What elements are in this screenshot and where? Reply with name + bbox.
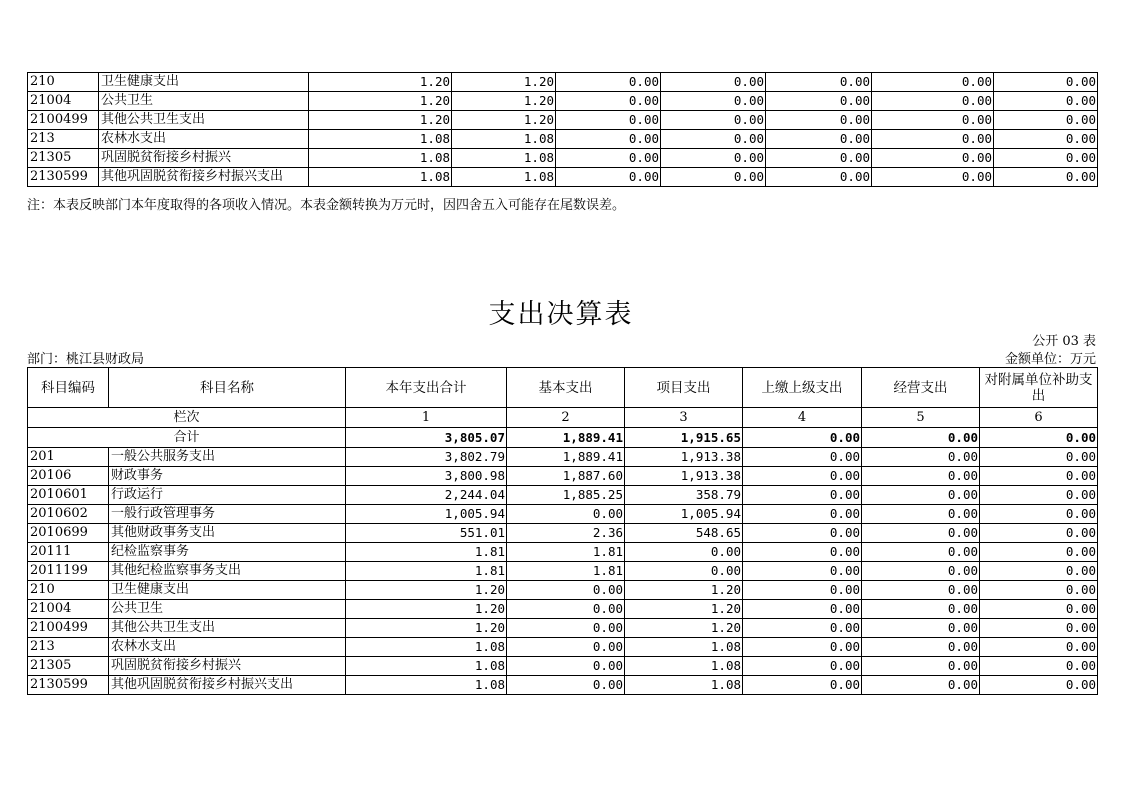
- amount-cell: 0.00: [661, 92, 766, 111]
- header-cell: 本年支出合计: [346, 368, 507, 408]
- header-cell: 经营支出: [862, 368, 980, 408]
- amount-cell: 1.20: [346, 581, 507, 600]
- subject-code: 210: [28, 73, 99, 92]
- page-title: 支出决算表: [488, 299, 634, 330]
- amount-cell: 1.20: [452, 92, 556, 111]
- amount-cell: 3,800.98: [346, 467, 507, 486]
- amount-cell: 1.08: [346, 676, 507, 695]
- amount-cell: 1.81: [507, 562, 625, 581]
- amount-cell: 1.20: [309, 92, 452, 111]
- subject-name: 其他财政事务支出: [109, 524, 346, 543]
- header-cell: 科目名称: [109, 368, 346, 408]
- header-cell: 对附属单位补助支出: [980, 368, 1098, 408]
- amount-cell: 358.79: [625, 486, 743, 505]
- subject-code: 213: [28, 130, 99, 149]
- table-row: [28, 149, 1098, 168]
- subject-code: 2010601: [28, 486, 109, 505]
- amount-cell: 1.08: [346, 657, 507, 676]
- subject-code: 2011199: [28, 562, 109, 581]
- subject-name: 农林水支出: [99, 130, 309, 149]
- amount-cell: 1.20: [309, 73, 452, 92]
- subject-code: 21004: [28, 92, 99, 111]
- amount-cell: 1.81: [346, 562, 507, 581]
- amount-cell: 0.00: [507, 505, 625, 524]
- column-number-label: 栏次: [28, 408, 346, 428]
- subject-name: 财政事务: [109, 467, 346, 486]
- subject-code: 20106: [28, 467, 109, 486]
- subject-code: 21305: [28, 657, 109, 676]
- amount-cell: 0.00: [507, 638, 625, 657]
- header-row: [28, 368, 1098, 408]
- amount-cell: 1.08: [346, 638, 507, 657]
- amount-cell: 1,005.94: [625, 505, 743, 524]
- amount-cell: 0.00: [507, 657, 625, 676]
- amount-cell: 0.00: [862, 676, 980, 695]
- amount-cell: 0.00: [862, 505, 980, 524]
- amount-cell: 0.00: [980, 676, 1098, 695]
- column-number: 1: [346, 408, 507, 428]
- total-value: 1,915.65: [625, 428, 743, 448]
- table-row: [28, 168, 1098, 187]
- column-number-row: [28, 408, 1098, 428]
- amount-cell: 0.00: [743, 600, 862, 619]
- amount-cell: 0.00: [625, 543, 743, 562]
- amount-cell: 1.20: [346, 619, 507, 638]
- total-label: 合计: [28, 428, 346, 448]
- subject-name: 一般公共服务支出: [109, 448, 346, 467]
- amount-cell: 0.00: [994, 111, 1098, 130]
- table-row: [28, 92, 1098, 111]
- subject-name: 行政运行: [109, 486, 346, 505]
- amount-cell: 0.00: [980, 638, 1098, 657]
- subject-name: 纪检监察事务: [109, 543, 346, 562]
- department-label: 部门：桃江县财政局: [27, 352, 145, 367]
- amount-cell: 1.20: [346, 600, 507, 619]
- subject-name: 农林水支出: [109, 638, 346, 657]
- amount-cell: 1.08: [452, 168, 556, 187]
- table-row: [28, 581, 1098, 600]
- amount-cell: 0.00: [766, 73, 872, 92]
- amount-cell: 0.00: [556, 73, 661, 92]
- subject-code: 2010699: [28, 524, 109, 543]
- amount-cell: 0.00: [994, 92, 1098, 111]
- amount-cell: 0.00: [625, 562, 743, 581]
- amount-cell: 0.00: [743, 657, 862, 676]
- subject-code: 213: [28, 638, 109, 657]
- amount-cell: 2,244.04: [346, 486, 507, 505]
- amount-cell: 0.00: [872, 168, 994, 187]
- amount-cell: 2.36: [507, 524, 625, 543]
- amount-cell: 0.00: [661, 111, 766, 130]
- amount-cell: 1.81: [346, 543, 507, 562]
- amount-cell: 0.00: [766, 149, 872, 168]
- amount-cell: 0.00: [980, 600, 1098, 619]
- amount-cell: 0.00: [743, 448, 862, 467]
- table-row: [28, 657, 1098, 676]
- subject-code: 210: [28, 581, 109, 600]
- amount-cell: 0.00: [743, 562, 862, 581]
- amount-cell: 0.00: [743, 505, 862, 524]
- amount-cell: 0.00: [862, 638, 980, 657]
- amount-cell: 0.00: [743, 486, 862, 505]
- total-value: 0.00: [862, 428, 980, 448]
- amount-cell: 1.20: [625, 600, 743, 619]
- table-row: [28, 543, 1098, 562]
- amount-cell: 0.00: [862, 467, 980, 486]
- subject-name: 其他巩固脱贫衔接乡村振兴支出: [99, 168, 309, 187]
- amount-cell: 0.00: [980, 486, 1098, 505]
- amount-cell: 1.20: [625, 619, 743, 638]
- amount-cell: 551.01: [346, 524, 507, 543]
- subject-code: 21004: [28, 600, 109, 619]
- header-cell: 上缴上级支出: [743, 368, 862, 408]
- amount-cell: 0.00: [994, 168, 1098, 187]
- amount-cell: 0.00: [507, 581, 625, 600]
- column-number: 5: [862, 408, 980, 428]
- total-value: 0.00: [743, 428, 862, 448]
- amount-cell: 0.00: [872, 92, 994, 111]
- amount-cell: 0.00: [980, 524, 1098, 543]
- amount-cell: 0.00: [980, 448, 1098, 467]
- amount-cell: 0.00: [743, 467, 862, 486]
- amount-cell: 1.08: [625, 638, 743, 657]
- amount-cell: 0.00: [980, 562, 1098, 581]
- amount-cell: 1,889.41: [507, 448, 625, 467]
- amount-cell: 0.00: [980, 543, 1098, 562]
- amount-cell: 1,913.38: [625, 467, 743, 486]
- amount-cell: 3,802.79: [346, 448, 507, 467]
- amount-cell: 0.00: [743, 524, 862, 543]
- amount-cell: 0.00: [507, 619, 625, 638]
- amount-cell: 0.00: [862, 581, 980, 600]
- subject-code: 20111: [28, 543, 109, 562]
- amount-cell: 0.00: [862, 486, 980, 505]
- amount-cell: 0.00: [862, 657, 980, 676]
- column-number: 2: [507, 408, 625, 428]
- subject-name: 其他公共卫生支出: [99, 111, 309, 130]
- amount-cell: 0.00: [862, 448, 980, 467]
- amount-cell: 0.00: [994, 73, 1098, 92]
- amount-cell: 0.00: [507, 600, 625, 619]
- amount-cell: 1,887.60: [507, 467, 625, 486]
- subject-code: 2010602: [28, 505, 109, 524]
- form-number: 公开 03 表: [1032, 334, 1096, 349]
- amount-cell: 0.00: [980, 467, 1098, 486]
- subject-code: 2130599: [28, 676, 109, 695]
- amount-cell: 0.00: [872, 73, 994, 92]
- table-row: [28, 562, 1098, 581]
- total-value: 0.00: [980, 428, 1098, 448]
- subject-name: 一般行政管理事务: [109, 505, 346, 524]
- header-cell: 科目编码: [28, 368, 109, 408]
- income-table-continuation: [27, 72, 1098, 187]
- amount-cell: 0.00: [661, 130, 766, 149]
- amount-cell: 1.08: [452, 130, 556, 149]
- subject-name: 其他公共卫生支出: [109, 619, 346, 638]
- amount-cell: 0.00: [980, 505, 1098, 524]
- subject-name: 卫生健康支出: [99, 73, 309, 92]
- amount-cell: 0.00: [556, 130, 661, 149]
- amount-cell: 1.20: [452, 73, 556, 92]
- amount-cell: 0.00: [862, 600, 980, 619]
- amount-cell: 0.00: [980, 657, 1098, 676]
- amount-cell: 1.20: [452, 111, 556, 130]
- amount-cell: 0.00: [872, 130, 994, 149]
- subject-name: 巩固脱贫衔接乡村振兴: [99, 149, 309, 168]
- amount-cell: 0.00: [743, 676, 862, 695]
- amount-cell: 0.00: [766, 130, 872, 149]
- amount-cell: 0.00: [743, 581, 862, 600]
- table-row: [28, 505, 1098, 524]
- amount-cell: 1.20: [625, 581, 743, 600]
- table-row: [28, 467, 1098, 486]
- table-row: [28, 676, 1098, 695]
- table-row: [28, 448, 1098, 467]
- amount-cell: 0.00: [556, 168, 661, 187]
- subject-code: 2100499: [28, 111, 99, 130]
- amount-cell: 0.00: [766, 92, 872, 111]
- amount-cell: 0.00: [980, 581, 1098, 600]
- amount-cell: 0.00: [556, 111, 661, 130]
- amount-cell: 1.81: [507, 543, 625, 562]
- total-row: [28, 428, 1098, 448]
- header-cell: 基本支出: [507, 368, 625, 408]
- amount-cell: 0.00: [507, 676, 625, 695]
- amount-cell: 1,885.25: [507, 486, 625, 505]
- amount-unit-label: 金额单位：万元: [1004, 352, 1096, 367]
- header-cell: 项目支出: [625, 368, 743, 408]
- amount-cell: 0.00: [862, 524, 980, 543]
- subject-code: 2100499: [28, 619, 109, 638]
- amount-cell: 0.00: [556, 149, 661, 168]
- amount-cell: 1.20: [309, 111, 452, 130]
- amount-cell: 1,005.94: [346, 505, 507, 524]
- amount-cell: 0.00: [766, 111, 872, 130]
- amount-cell: 1.08: [625, 657, 743, 676]
- amount-cell: 0.00: [862, 543, 980, 562]
- amount-cell: 0.00: [743, 543, 862, 562]
- column-number: 6: [980, 408, 1098, 428]
- table-row: [28, 619, 1098, 638]
- subject-name: 巩固脱贫衔接乡村振兴: [109, 657, 346, 676]
- amount-cell: 0.00: [661, 73, 766, 92]
- amount-cell: 0.00: [980, 619, 1098, 638]
- column-number: 3: [625, 408, 743, 428]
- amount-cell: 0.00: [766, 168, 872, 187]
- table-row: [28, 524, 1098, 543]
- total-value: 1,889.41: [507, 428, 625, 448]
- amount-cell: 1.08: [452, 149, 556, 168]
- amount-cell: 0.00: [994, 149, 1098, 168]
- subject-name: 公共卫生: [109, 600, 346, 619]
- amount-cell: 1,913.38: [625, 448, 743, 467]
- table-row: [28, 600, 1098, 619]
- amount-cell: 0.00: [862, 562, 980, 581]
- subject-code: 201: [28, 448, 109, 467]
- table-row: [28, 130, 1098, 149]
- amount-cell: 0.00: [556, 92, 661, 111]
- amount-cell: 0.00: [862, 619, 980, 638]
- amount-cell: 1.08: [309, 168, 452, 187]
- subject-name: 其他巩固脱贫衔接乡村振兴支出: [109, 676, 346, 695]
- amount-cell: 0.00: [661, 149, 766, 168]
- subject-name: 公共卫生: [99, 92, 309, 111]
- amount-cell: 548.65: [625, 524, 743, 543]
- amount-cell: 0.00: [872, 149, 994, 168]
- amount-cell: 1.08: [309, 130, 452, 149]
- expenditure-table: [27, 367, 1098, 695]
- amount-cell: 0.00: [743, 638, 862, 657]
- amount-cell: 0.00: [661, 168, 766, 187]
- subject-name: 其他纪检监察事务支出: [109, 562, 346, 581]
- table-row: [28, 486, 1098, 505]
- column-number: 4: [743, 408, 862, 428]
- subject-name: 卫生健康支出: [109, 581, 346, 600]
- table-row: [28, 111, 1098, 130]
- table-note: 注：本表反映部门本年度取得的各项收入情况。本表金额转换为万元时，因四舍五入可能存在尾数误差。: [27, 198, 626, 213]
- amount-cell: 0.00: [994, 130, 1098, 149]
- amount-cell: 1.08: [309, 149, 452, 168]
- table-row: [28, 638, 1098, 657]
- subject-code: 21305: [28, 149, 99, 168]
- amount-cell: 1.08: [625, 676, 743, 695]
- amount-cell: 0.00: [872, 111, 994, 130]
- amount-cell: 0.00: [743, 619, 862, 638]
- table-row: [28, 73, 1098, 92]
- subject-code: 2130599: [28, 168, 99, 187]
- total-value: 3,805.07: [346, 428, 507, 448]
